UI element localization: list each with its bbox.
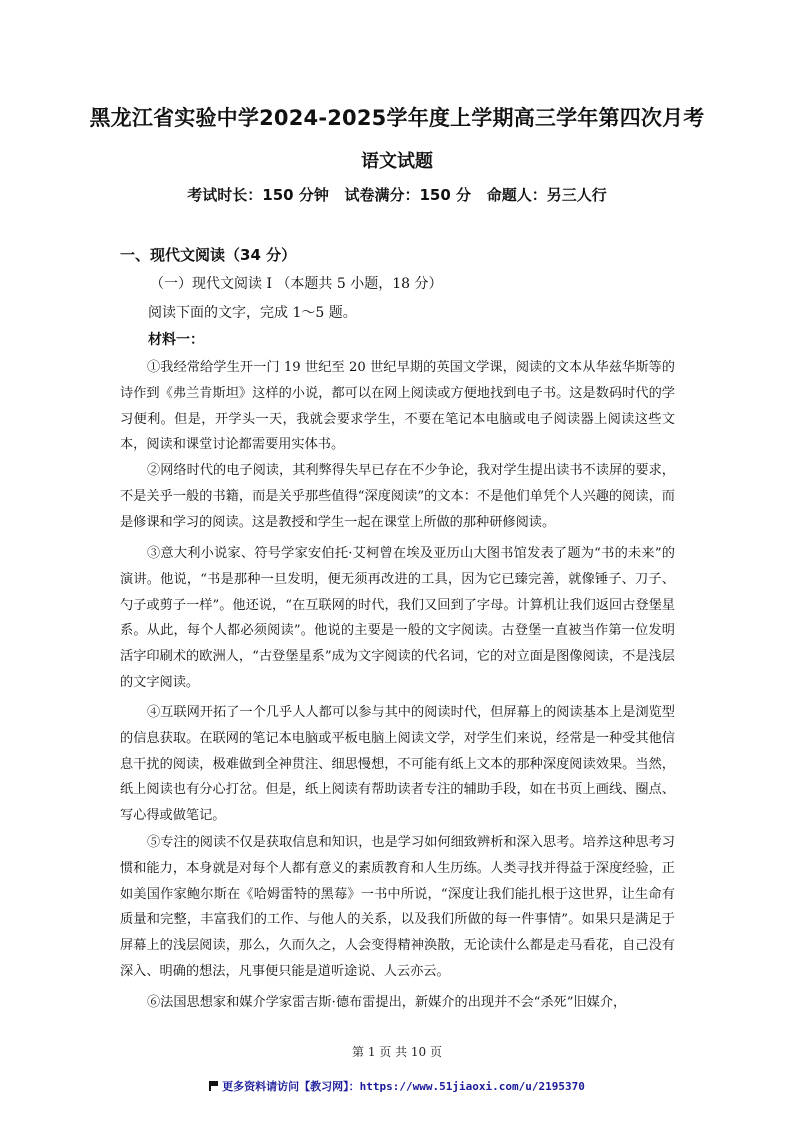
section-heading: 一、现代文阅读（34 分）	[120, 246, 297, 264]
watermark-link[interactable]	[0, 1079, 794, 1095]
material-label: 材料一：	[148, 332, 204, 348]
subsection-heading: （一）现代文阅读 I （本题共 5 小题，18 分）	[150, 276, 443, 292]
paragraph-3: ③意大利小说家、符号学家安伯托·艾柯曾在埃及亚历山大图书馆发表了题为“书的未来”的演讲。他说，“书是那种一旦发明，便无须再改进的工具，因为它已臻完善，就像锤子、刀子、勺子或剪子一样”。他还说，“在互联网的时代，我们又回到了字母。计算机让我们返回古登堡星系。从此，每个人都必须阅读”。他说的主要是一般的文字阅读。古登堡一直被当作第一位发明活字印刷术的欧洲人，“古登堡星系”成为文字阅读的代名词，它的对立面是图像阅读，不是浅层的文字阅读。	[120, 546, 675, 690]
paragraph-4: ④互联网开拓了一个几乎人人都可以参与其中的阅读时代，但屏幕上的阅读基本上是浏览型的信息获取。在联网的笔记本电脑或平板电脑上阅读文学，对学生们来说，经常是一种受其他信息干扰的阅读，极难做到全神贯注、细思慢想，不可能有纸上文本的那种深度阅读效果。当然，纸上阅读也有分心打岔。但是，纸上阅读有帮助读者专注的辅助手段，如在书页上画线、圈点、写心得或做笔记。	[120, 705, 675, 824]
exam-subject: 语文试题	[361, 151, 433, 172]
reading-instruction: 阅读下面的文字，完成 1～5 题。	[148, 305, 357, 321]
page-number: 第 1 页 共 10 页	[352, 1045, 442, 1059]
paragraph-1: ①我经常给学生开一门 19 世纪至 20 世纪早期的英国文学课，阅读的文本从华兹华斯等的诗作到《弗兰肯斯坦》这样的小说，都可以在网上阅读或方便地找到电子书。这是数码时代的学习便利。但是，开学头一天，我就会要求学生，不要在笔记本电脑或电子阅读器上阅读这些文本，阅读和课堂讨论都需要用实体书。	[120, 360, 675, 453]
watermark-text: 更多资料请访问【教习网】：https://www.51jiaoxi.com/u/2195370	[222, 1080, 585, 1093]
paragraph-2: ②网络时代的电子阅读，其利弊得失早已存在不少争论，我对学生提出读书不读屏的要求，不是关乎一般的书籍，而是关乎那些值得“深度阅读”的文本：不是他们单凭个人兴趣的阅读，而是修课和学习的阅读。这是教授和学生一起在课堂上所做的那种研修阅读。	[120, 463, 675, 530]
exam-meta-info: 考试时长：150 分钟 试卷满分：150 分 命题人：另三人行	[187, 186, 607, 204]
exam-title: 黑龙江省实验中学2024-2025学年度上学期高三学年第四次月考	[89, 106, 705, 130]
paragraph-6: ⑥法国思想家和媒介学家雷吉斯·德布雷提出，新媒介的出现并不会“杀死”旧媒介，	[147, 995, 627, 1010]
flag-icon	[209, 1081, 218, 1091]
paragraph-5: ⑤专注的阅读不仅是获取信息和知识，也是学习如何细致辨析和深入思考。培养这种思考习惯和能力，本身就是对每个人都有意义的素质教育和人生历练。人类寻找并得益于深度经验，正如美国作家鲍尔斯在《哈姆雷特的黑莓》一书中所说，“深度让我们能扎根于这世界，让生命有质量和完整，丰富我们的工作、与他人的关系，以及我们所做的每一件事情”。如果只是满足于屏幕上的浅层阅读，那么，久而久之，人会变得精神涣散，无论读什么都是走马看花，自己没有深入、明确的想法，凡事便只能是道听途说、人云亦云。	[120, 835, 675, 979]
